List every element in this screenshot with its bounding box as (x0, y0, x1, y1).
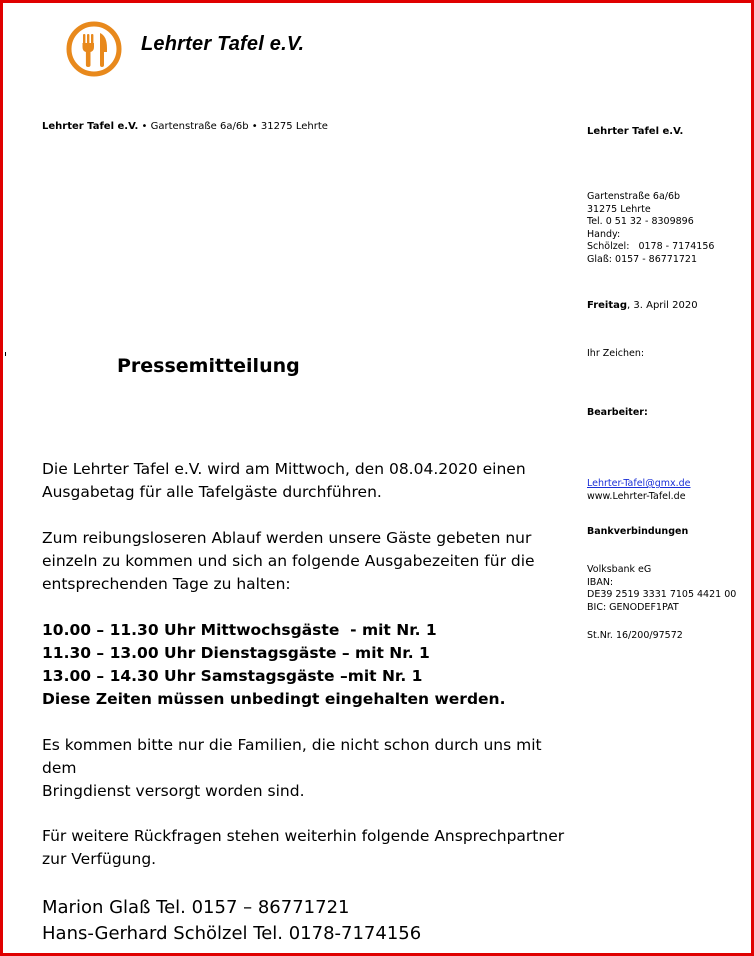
contact-person: Marion Glaß Tel. 0157 – 86771721 (42, 897, 350, 918)
sender-bullet: • (138, 121, 151, 132)
address-line: Gartenstraße 6a/6b (587, 191, 681, 202)
text-line: Ausgabetag für alle Tafelgäste durchführen. (42, 483, 382, 501)
text-line: Zum reibungsloseren Ablauf werden unsere Gäste gebeten nur (42, 529, 532, 547)
address-line: Handy: (587, 228, 621, 240)
sender-bullet: • (248, 121, 261, 132)
bank-line: BIC: GENODEF1PAT (587, 601, 679, 613)
bank-details (587, 564, 736, 614)
address-line: Glaß: 0157 - 86771721 (587, 253, 698, 265)
sender-street: Gartenstraße 6a/6b (150, 121, 249, 132)
text-line: Es kommen bitte nur die Familien, die nicht schon durch uns mit dem (42, 736, 542, 777)
letter-date (587, 300, 698, 313)
schedule-item: 11.30 – 13.00 Uhr Dienstagsgäste – mit Nr. 1 (42, 644, 430, 662)
bank-line: IBAN: (587, 576, 614, 588)
sidebar-address (587, 191, 714, 266)
date-rest: , 3. April 2020 (627, 300, 698, 311)
paragraph-families (42, 734, 577, 803)
reference-label: Ihr Zeichen: (587, 348, 645, 359)
brand-name: Lehrter Tafel e.V. (141, 33, 305, 55)
text-line: entsprechenden Tage zu halten: (42, 575, 291, 593)
bank-line: Volksbank eG (587, 564, 652, 575)
contact-person: Hans-Gerhard Schölzel Tel. 0178-7174156 (42, 923, 422, 944)
website: www.Lehrter-Tafel.de (587, 490, 686, 502)
tax-number: St.Nr. 16/200/97572 (587, 630, 683, 641)
sender-name: Lehrter Tafel e.V. (42, 121, 139, 132)
sidebar-org-name: Lehrter Tafel e.V. (587, 126, 684, 137)
sender-line (42, 121, 328, 132)
email-link[interactable]: Lehrter-Tafel@gmx.de (587, 478, 691, 489)
paragraph-contacts-intro (42, 825, 577, 871)
schedule-note: Diese Zeiten müssen unbedingt eingehalten werden. (42, 690, 506, 708)
text-line: einzeln zu kommen und sich an folgende Ausgabezeiten für die (42, 552, 535, 570)
text-line: Die Lehrter Tafel e.V. wird am Mittwoch, den 08.04.2020 einen (42, 460, 526, 478)
processor-label: Bearbeiter: (587, 407, 648, 418)
bank-heading: Bankverbindungen (587, 526, 689, 537)
fold-mark (5, 352, 6, 356)
schedule-item: 13.00 – 14.30 Uhr Samstagsgäste –mit Nr. 1 (42, 667, 423, 685)
address-line: 31275 Lehrte (587, 203, 651, 215)
address-line: Tel. 0 51 32 - 8309896 (587, 216, 694, 227)
date-day: Freitag (587, 300, 628, 311)
contact-persons (42, 895, 577, 947)
schedule-list (42, 619, 577, 711)
text-line: Für weitere Rückfragen stehen weiterhin folgende Ansprechpartner (42, 827, 565, 845)
page-title: Pressemitteilung (117, 355, 300, 377)
contact-links (587, 478, 691, 503)
text-line: Bringdienst versorgt worden sind. (42, 782, 305, 800)
schedule-item: 10.00 – 11.30 Uhr Mittwochsgäste - mit Nr. 1 (42, 621, 437, 639)
address-line: Schölzel: 0178 - 7174156 (587, 241, 715, 252)
paragraph-announcement (42, 458, 577, 504)
paragraph-instructions (42, 527, 577, 596)
fork-knife-logo-icon (66, 21, 122, 77)
sender-city: 31275 Lehrte (260, 121, 328, 132)
bank-line: DE39 2519 3331 7105 4421 00 (587, 589, 737, 600)
text-line: zur Verfügung. (42, 850, 157, 868)
